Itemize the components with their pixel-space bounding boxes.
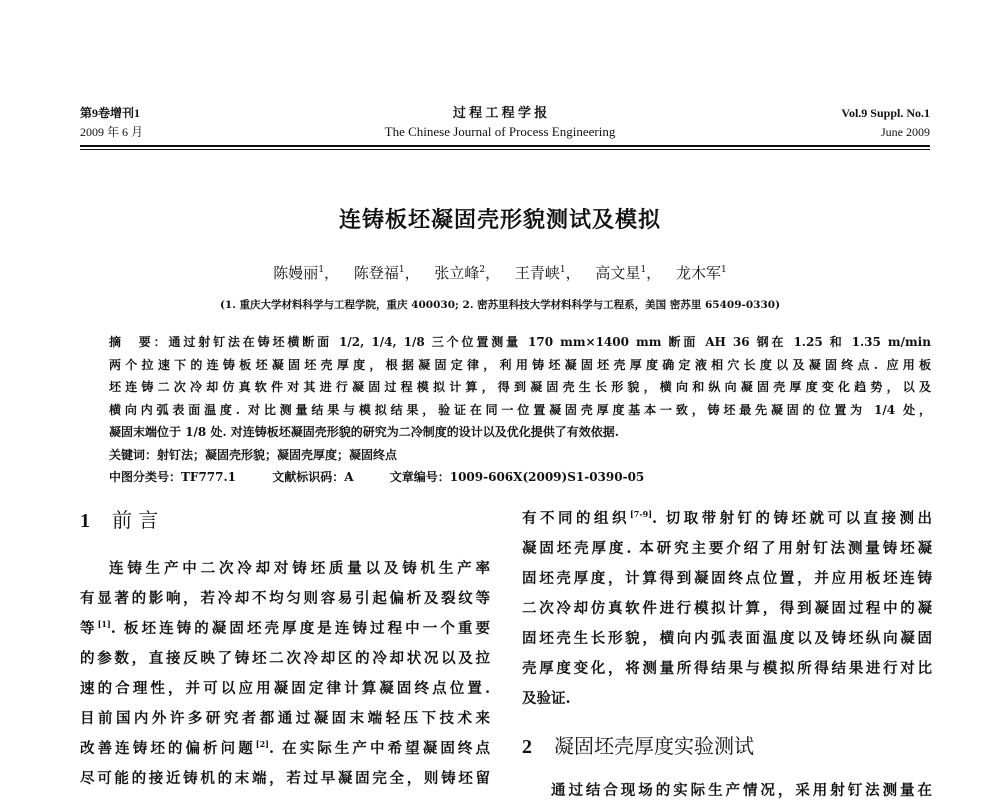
author: 陈登福 (353, 264, 399, 282)
journal-name-en: The Chinese Journal of Process Engineering (384, 124, 616, 139)
line-text: 有不同的组织 (522, 510, 630, 527)
line-text: . 板坯连铸的凝固坯壳厚度是连铸过程中一个重要 (110, 620, 490, 637)
volume-issue: 第9卷增刊1 (80, 106, 141, 120)
paragraph-line (80, 614, 490, 644)
author: 王青峡 (514, 264, 560, 282)
clc-number: 中图分类号：TF777.1 (109, 470, 237, 484)
line-text: 连铸生产中二次冷却对铸坯质量以及铸机生产率 (109, 560, 490, 577)
line-text: 有显著的影响，若冷却不均匀则容易引起偏析及裂纹等 (80, 590, 490, 607)
line-text: 尽可能的接近铸机的末端，若过早凝固完全，则铸坯留 (80, 770, 490, 787)
paragraph-line (80, 704, 490, 734)
paragraph-line (522, 624, 932, 654)
paragraph-line (522, 684, 932, 714)
author-affiliation-mark: 1 (398, 265, 405, 275)
citation: [2] (255, 739, 269, 750)
line-text: 目前国内外许多研究者都通过凝固末端轻压下技术来 (80, 710, 490, 727)
paragraph-line (80, 644, 490, 674)
line-text: 壳厚度变化，将测量所得结果与模拟所得结果进行对比 (522, 660, 932, 677)
author: 张立峰 (434, 264, 480, 282)
paragraph-line (522, 654, 932, 684)
line-text: . 切取带射钉的铸坯就可以直接测出 (652, 510, 932, 527)
journal-name-cn: 过 程 工 程 学 报 (452, 105, 548, 120)
abstract-line: 凝固末端位于 1/8 处. 对连铸板坯凝固壳形貌的研究为二冷制度的设计以及优化提供了有效依据. (109, 425, 619, 439)
paragraph-line (522, 564, 932, 594)
abstract-line: 坯连铸二次冷却仿真软件对其进行凝固过程模拟计算，得到凝固壳生长形貌，横向和纵向凝固壳厚度变化趋势，以及 (109, 380, 931, 394)
paragraph-line (80, 584, 490, 614)
paragraph-line (522, 534, 932, 564)
right-column (522, 504, 932, 806)
author-affiliation-mark: 1 (318, 265, 325, 275)
line-text: 改善连铸坯的偏析问题 (80, 740, 256, 757)
abstract (109, 331, 931, 466)
abstract-line: 两个拉速下的连铸板坯凝固坯壳厚度，根据凝固定律，利用铸坯凝固坯壳厚度确定液相穴长度以及凝固终点. 应用板 (109, 357, 931, 372)
section-heading: 1 前 言 (80, 508, 159, 532)
citation: [1] (97, 619, 111, 630)
publication-date-en: June 2009 (881, 125, 930, 139)
header-rule-thin (80, 149, 930, 150)
author-affiliation-mark: 1 (559, 265, 566, 275)
line-text: . 在实际生产中希望凝固终点 (268, 740, 490, 757)
author-affiliation-mark: 1 (720, 265, 727, 275)
author-affiliation-mark: 2 (479, 265, 486, 275)
author-affiliation-mark: 1 (640, 265, 647, 275)
author-list: 陈嫚丽$^1$， 陈登福$^1$， 张立峰$^2$， 王青峡$^1$， 高文星$^1$， 龙木军$^1$ (273, 264, 727, 282)
left-column (80, 500, 490, 794)
section-heading: 2 凝固坯壳厚度实验测试 (522, 734, 754, 758)
paragraph-line: 通过结合现场的实际生产情况，采用射钉法测量在 (551, 782, 932, 799)
line-text: 二次冷却仿真软件进行模拟计算，得到凝固过程中的凝 (522, 600, 932, 617)
classification (109, 468, 676, 485)
publication-date: 2009 年 6 月 (80, 125, 144, 139)
document-code: 文献标识码：A (272, 470, 354, 484)
line-text: 凝固坯壳厚度. 本研究主要介绍了用射钉法测量铸坯凝 (522, 540, 932, 557)
paragraph-line (522, 504, 932, 534)
paragraph-line (522, 594, 932, 624)
author: 高文星 (595, 264, 641, 282)
volume-issue-en: Vol.9 Suppl. No.1 (841, 106, 930, 120)
paragraph-line (80, 554, 490, 584)
paper-title: 连铸板坯凝固壳形貌测试及模拟 (338, 207, 661, 233)
line-text: 及验证. (522, 690, 571, 707)
affiliation: (1. 重庆大学材料科学与工程学院，重庆 400030; 2. 密苏里科技大学材料科学与工程系，美国 密苏里 65409-0330) (219, 299, 781, 311)
line-text: 的参数，直接反映了铸坯二次冷却区的冷却状况以及拉 (80, 650, 490, 667)
line-text: 固坯壳生长形貌，横向内弧表面温度以及铸坯纵向凝固 (522, 630, 932, 647)
paragraph-line (80, 674, 490, 704)
line-text: 速的合理性，并可以应用凝固定律计算凝固终点位置. (80, 680, 490, 697)
author: 龙木军 (675, 264, 721, 282)
header-rule (80, 145, 930, 147)
abstract-line: 通过射钉法在铸坯横断面 1/2, 1/4, 1/8 三个位置测量 170 mm×1400 mm 断面 AH 36 钢在 1.25 和 1.35 m/min (168, 335, 931, 349)
citation: [7-9] (629, 509, 652, 520)
keywords: 关键词：射钉法；凝固壳形貌；凝固壳厚度；凝固终点 (109, 447, 398, 462)
line-text: 固坯壳厚度，计算得到凝固终点位置，并应用板坯连铸 (522, 570, 932, 587)
author: 陈嫚丽 (273, 264, 319, 282)
line-text: 等 (80, 620, 98, 637)
abstract-label: 摘 要： (109, 335, 169, 349)
abstract-line: 横向内弧表面温度. 对比测量结果与模拟结果，验证在同一位置凝固壳厚度基本一致，铸坯最先凝固的位置为 1/4 处， (109, 402, 931, 417)
paragraph-line (80, 764, 490, 794)
article-number: 文章编号：1009-606X(2009)S1-0390-05 (389, 470, 645, 484)
